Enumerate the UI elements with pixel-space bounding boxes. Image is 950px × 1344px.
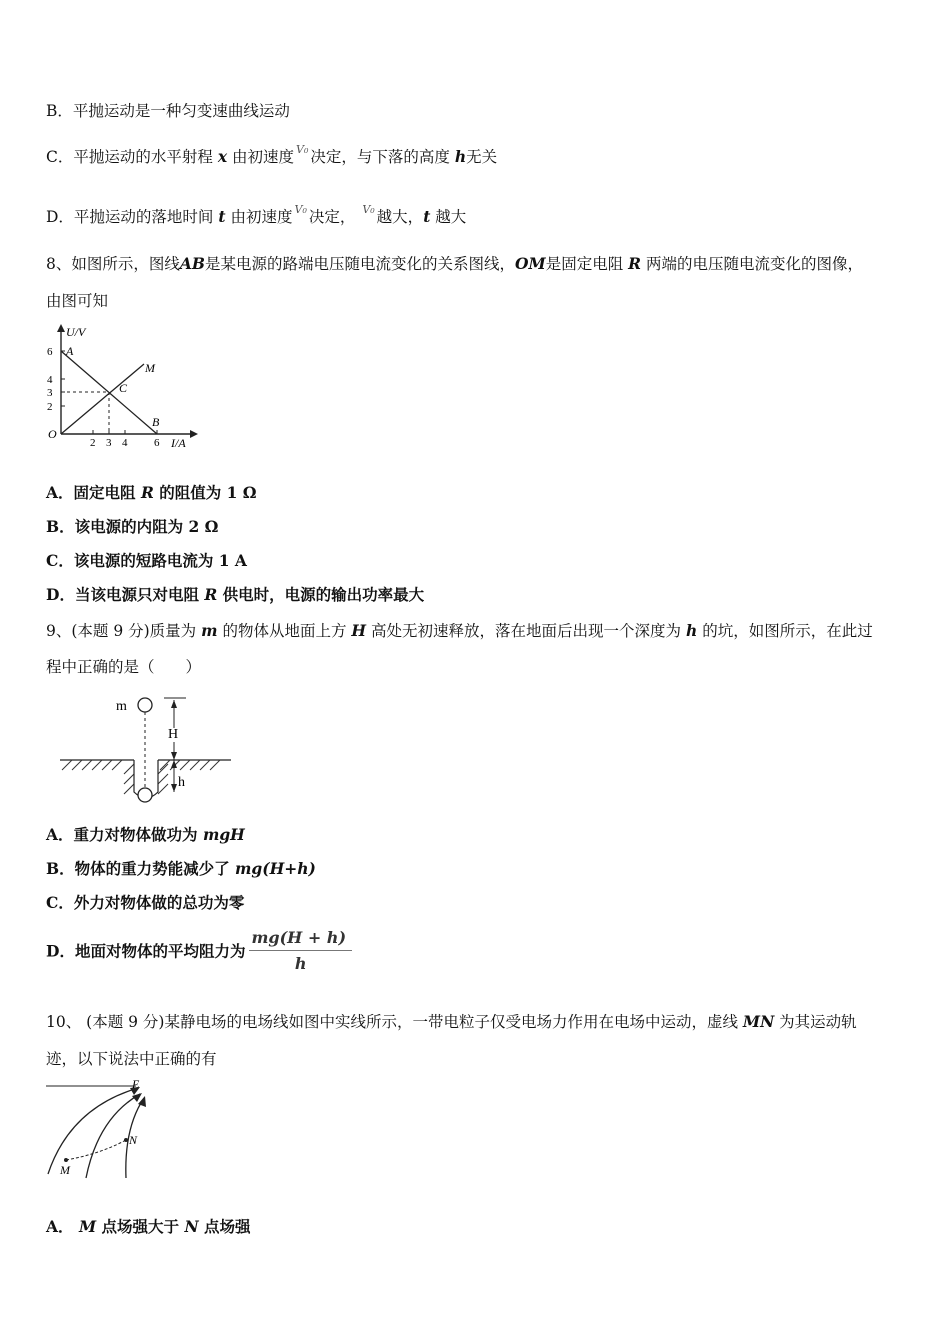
q9-option-a: A．重力对物体做功为 mgH xyxy=(46,825,245,844)
q8-option-b: B．该电源的内阻为 2 Ω xyxy=(46,517,219,536)
q10-field-lines-figure xyxy=(40,1078,160,1182)
q8-stem-line2: 由图可知 xyxy=(46,292,109,310)
q8-option-c: C．该电源的短路电流为 1 A xyxy=(46,551,247,570)
q8-option-d: D．当该电源只对电阻 R 供电时，电源的输出功率最大 xyxy=(46,585,425,604)
x-tick-6: 6 xyxy=(154,437,160,449)
height-label: H xyxy=(168,727,179,742)
q9-option-b: B．物体的重力势能减少了 mg(H+h) xyxy=(46,859,316,878)
point-m-label: M xyxy=(145,361,155,375)
q8-ui-graph xyxy=(40,322,200,452)
y-tick-3: 3 xyxy=(47,387,53,399)
point-b-label: B xyxy=(152,415,160,429)
y-axis-label: U/V xyxy=(66,325,86,339)
point-m-label: M xyxy=(60,1163,70,1177)
q7-option-c: C．平抛运动的水平射程 x 由初速度 $^{V_0}$ 决定，与下落的高度 h无关 xyxy=(46,143,498,166)
point-a-label: A xyxy=(66,344,74,358)
q8-stem-line1: 8、如图所示，图线AB是某电源的路端电压随电流变化的关系图线，OM是固定电阻 R 两端的电压随电流变化的图像， xyxy=(46,254,863,273)
point-n-label: N xyxy=(129,1133,138,1147)
q9-stem-line2: 程中正确的是（ ） xyxy=(46,658,202,676)
q9-stem-line1: 9、(本题 9 分)质量为 m 的物体从地面上方 H 高处无初速释放，落在地面后出现一个深度为 h 的坑，如图所示，在此过 xyxy=(46,621,873,640)
q7-option-d: D．平抛运动的落地时间 t 由初速度 $^{V_0}$ 决定， $^{V_0}$ 越大，t 越大 xyxy=(46,203,467,226)
q9-option-c: C．外力对物体做的总功为零 xyxy=(46,893,245,912)
q8-option-a: A．固定电阻 R 的阻值为 1 Ω xyxy=(46,483,257,502)
v0-symbol: V₀ xyxy=(296,143,309,156)
line-om xyxy=(61,364,144,434)
q7-option-b: B．平抛运动是一种匀变速曲线运动 xyxy=(46,102,290,120)
y-tick-4: 4 xyxy=(47,374,53,386)
v0-symbol: V₀ xyxy=(362,203,375,216)
mass-label: m xyxy=(116,699,127,714)
x-tick-2: 2 xyxy=(90,437,96,449)
q10-option-a: A． M 点场强大于 N 点场强 xyxy=(46,1217,251,1236)
field-label-e: E xyxy=(132,1078,140,1091)
origin-label: O xyxy=(48,427,57,441)
x-tick-3: 3 xyxy=(106,437,112,449)
q10-stem-line2: 迹，以下说法中正确的有 xyxy=(46,1050,217,1068)
q9-pit-figure xyxy=(56,690,236,808)
x-axis-label: I/A xyxy=(171,436,186,450)
resistance-fraction: $\frac{mg(H + h)}{h}$ xyxy=(249,928,352,973)
y-tick-2: 2 xyxy=(47,401,53,413)
depth-label: h xyxy=(178,775,185,790)
x-tick-4: 4 xyxy=(122,437,128,449)
q10-stem-line1: 10、 (本题 9 分)某静电场的电场线如图中实线所示，一带电粒子仅受电场力作用在电场中运动，虚线 MN 为其运动轨 xyxy=(46,1012,857,1031)
v0-symbol: V₀ xyxy=(294,203,307,216)
q9-option-d: D．地面对物体的平均阻力为 $\frac{mg(H + h)}{h}$ xyxy=(46,928,352,973)
point-c-label: C xyxy=(119,381,128,395)
y-tick-6: 6 xyxy=(47,346,53,358)
